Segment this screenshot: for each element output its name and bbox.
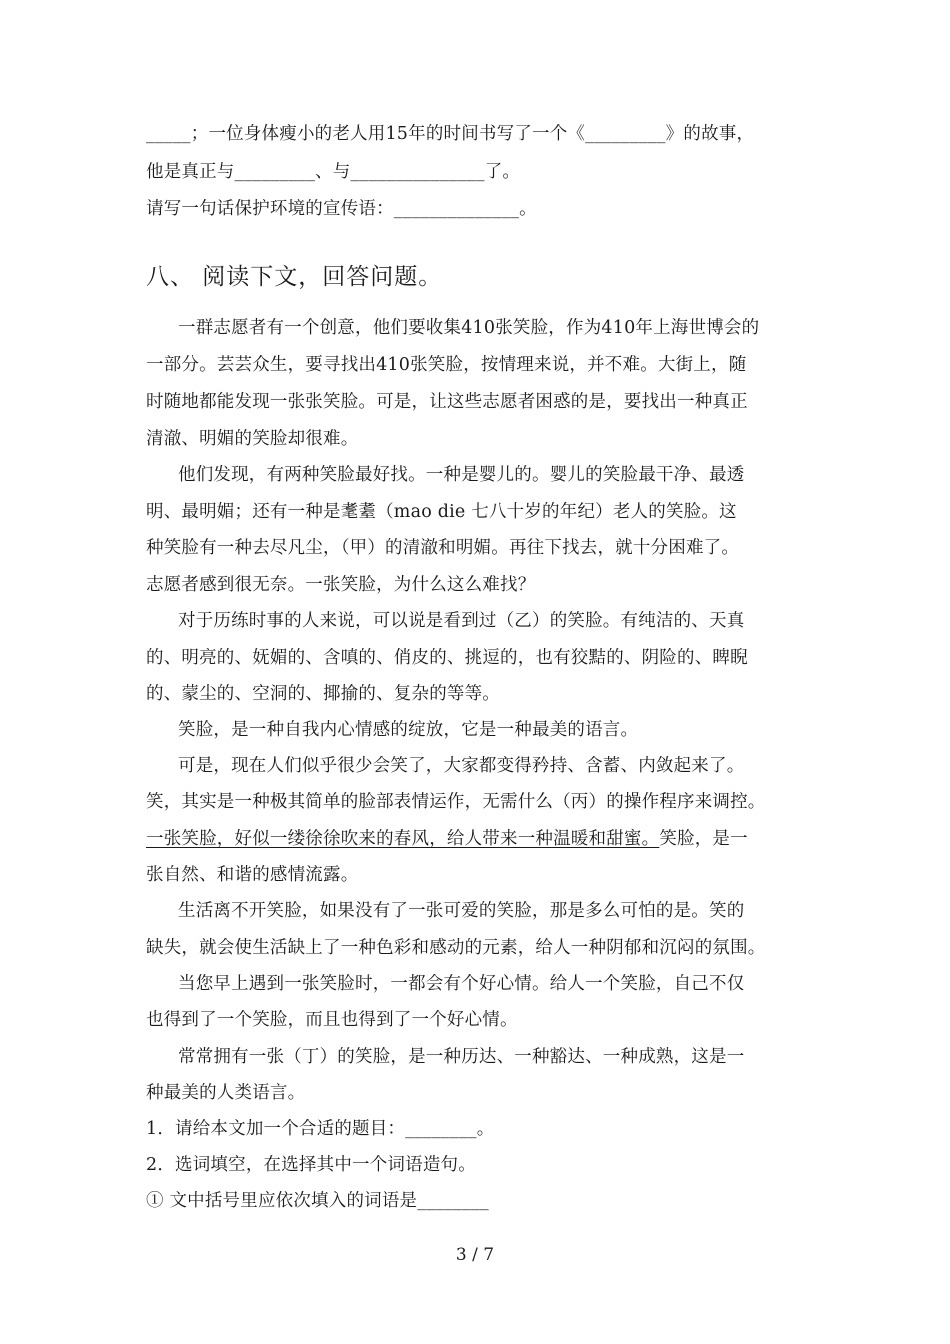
passage-line: 志愿者感到很无奈。一张笑脸，为什么这么难找？ bbox=[146, 575, 536, 595]
passage-line: 张自然、和谐的感情流露。 bbox=[146, 865, 359, 885]
passage-line: 明、最明媚；还有一种是耄耋（mao die 七八十岁的年纪）老人的笑脸。这 bbox=[146, 502, 737, 522]
page-number: 3 / 7 bbox=[455, 1245, 495, 1265]
passage-line: 的、蒙尘的、空洞的、揶揄的、复杂的等等。 bbox=[146, 684, 500, 704]
section-heading: 八、 阅读下文，回答问题。 bbox=[146, 264, 443, 290]
passage-line: 对于历练时事的人来说，可以说是看到过（乙）的笑脸。有纯洁的、天真 bbox=[178, 611, 745, 631]
passage-line: 种笑脸有一种去尽凡尘，（甲）的清澈和明媚。再往下找去，就十分困难了。 bbox=[146, 538, 740, 558]
question-2-part-1: ① 文中括号里应依次填入的词语是________ bbox=[146, 1191, 489, 1211]
slogan-prompt-line: 请写一句话保护环境的宣传语：______________。 bbox=[146, 199, 537, 219]
passage-line: 笑，其实是一种极其简单的脸部表情运作，无需什么（丙）的操作程序来调控。 bbox=[146, 792, 766, 812]
fill-blank-line-1: _____；一位身体瘦小的老人用15年的时间书写了一个《_________》的故事， bbox=[146, 124, 755, 144]
passage-line: 也得到了一个笑脸，而且也得到了一个好心情。 bbox=[146, 1010, 518, 1030]
passage-line: 可是，现在人们似乎很少会笑了，大家都变得矜持、含蓄、内敛起来了。 bbox=[178, 756, 745, 776]
underlined-sentence: 一张笑脸，好似一缕徐徐吹来的春风，给人带来一种温暖和甜蜜。 bbox=[146, 829, 660, 849]
passage-line: 时随地都能发现一张张笑脸。可是，让这些志愿者困惑的是，要找出一种真正 bbox=[146, 392, 748, 412]
passage-line: 他们发现，有两种笑脸最好找。一种是婴儿的。婴儿的笑脸最干净、最透 bbox=[178, 465, 745, 485]
question-1: 1．请给本文加一个合适的题目：________。 bbox=[146, 1119, 495, 1139]
passage-line: 常常拥有一张（丁）的笑脸，是一种历达、一种豁达、一种成熟，这是一 bbox=[178, 1047, 745, 1067]
question-2: 2．选词填空，在选择其中一个词语造句。 bbox=[146, 1155, 476, 1175]
passage-line-underlined bbox=[146, 827, 806, 851]
passage-line: 种最美的人类语言。 bbox=[146, 1083, 306, 1103]
passage-line-tail: 笑脸，是一 bbox=[659, 829, 748, 849]
passage-line: 一部分。芸芸众生，要寻找出410张笑脸，按情理来说，并不难。大街上，随 bbox=[146, 355, 747, 375]
passage-line: 笑脸，是一种自我内心情感的绽放，它是一种最美的语言。 bbox=[178, 720, 639, 740]
passage-line: 缺失，就会使生活缺上了一种色彩和感动的元素，给人一种阴郁和沉闷的氛围。 bbox=[146, 938, 766, 958]
passage-line: 生活离不开笑脸，如果没有了一张可爱的笑脸，那是多么可怕的是。笑的 bbox=[178, 901, 745, 921]
passage-line: 当您早上遇到一张笑脸时，一都会有个好心情。给人一个笑脸，自己不仅 bbox=[178, 974, 745, 994]
fill-blank-line-2: 他是真正与_________、与_______________了。 bbox=[146, 162, 521, 182]
passage-line: 清澈、明媚的笑脸却很难。 bbox=[146, 429, 359, 449]
passage-line: 一群志愿者有一个创意，他们要收集410张笑脸，作为410年上海世博会的 bbox=[178, 318, 760, 338]
passage-line: 的、明亮的、妩媚的、含嗔的、俏皮的、挑逗的，也有狡黠的、阴险的、睥睨 bbox=[146, 648, 748, 668]
